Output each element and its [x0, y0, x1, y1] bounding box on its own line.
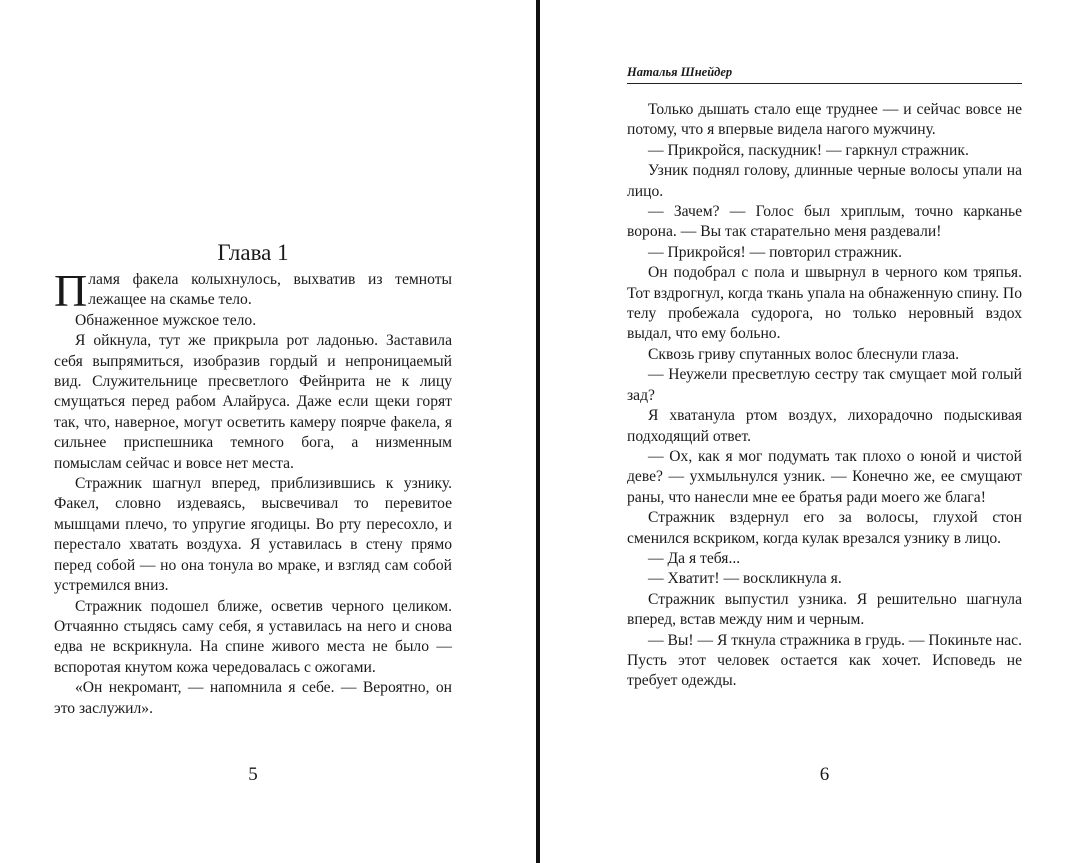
paragraph: — Хватит! — воскликнула я. — [648, 570, 842, 588]
paragraph: Стражник подошел ближе, осветив черного целиком. Отчаянно стыдясь саму себя, я уставилась на него и снова едва не вскрикнула. На спине живого места не было — вспоротая кнутом кожа чередовалась с ожогами. — [54, 597, 452, 676]
paragraph: Стражник выпустил узника. Я решительно шагнула вперед, встав между ним и черным. — [627, 590, 1022, 629]
paragraph: — Прикройся! — повторил стражник. — [648, 243, 903, 261]
dropcap: П — [54, 265, 88, 316]
paragraph: Я ойкнула, тут же прикрыла рот ладонью. Заставила себя выпрямиться, изобразив гордый и непроницаемый вид. Служительнице пресветлого Фейнрита не к лицу смущаться перед рабом Алайруса. Даже если щеки горят так, что, наверное, могут осветить камеру поярче факела, я сильнее приспешника темного бога, а низменным помыслам сейчас и вовсе нет места. — [54, 332, 452, 472]
paragraph: — Ох, как я мог подумать так плохо о юной и чистой деве? — ухмыльнулся узник. — Конечно же, ее смущают раны, что нанесли мне ее братья ради моего же блага! — [627, 447, 1022, 506]
paragraph: Сквозь гриву спутанных волос блеснули глаза. — [648, 345, 960, 363]
paragraph: — Вы! — Я ткнула стражника в грудь. — Покиньте нас. Пусть этот человек остается как хочет. Исповедь не требует одежды. — [627, 631, 1022, 690]
paragraph: — Прикройся, паскудник! — гаркнул стражник. — [648, 141, 969, 159]
paragraph: — Да я тебя... — [648, 549, 741, 567]
paragraph: «Он некромант, — напомнила я себе. — Вероятно, он это заслужил». — [54, 679, 452, 717]
paragraph: Я хватанула ртом воздух, лихорадочно подыскивая подходящий ответ. — [627, 407, 1022, 445]
paragraph — [54, 265, 452, 316]
paragraph: Узник поднял голову, длинные черные волосы упали на лицо. — [627, 162, 1022, 200]
page-number-right: 6 — [819, 764, 830, 785]
paragraph-text: ламя факела колыхнулось, выхватив из темноты лежащее на скамье тело. — [88, 271, 452, 309]
right-page-text — [627, 100, 1022, 692]
paragraph: Стражник шагнул вперед, приблизившись к узнику. Факел, словно издеваясь, высвечивал то перевитое мышцами плечо, то упругие ягодицы. Во рту пересохло, и перестало хватать воздуха. Я уставилась в стену прямо перед собой — но она тонула во мраке, и взгляд сам собой устремился вниз. — [54, 475, 452, 595]
paragraph: — Неужели пресветлую сестру так смущает мой голый зад? — [627, 366, 1022, 404]
paragraph: Стражник вздернул его за волосы, глухой стон сменился вскриком, когда кулак врезался узнику в лицо. — [627, 509, 1022, 547]
paragraph: — Зачем? — Голос был хриплым, точно карканье ворона. — Вы так старательно меня раздевали! — [627, 203, 1022, 241]
paragraph: Он подобрал с пола и швырнул в черного ком тряпья. Тот вздрогнул, когда ткань упала на обнаженную спину. По телу пробежала судорога, но только неровный вздох выдал, что ему больно. — [627, 264, 1022, 343]
running-head: Наталья Шнейдер — [627, 65, 1022, 84]
page-number-left: 5 — [248, 764, 258, 785]
paragraph: Обнаженное мужское тело. — [75, 311, 257, 329]
chapter-title: Глава 1 — [217, 240, 289, 265]
right-page — [540, 0, 1078, 863]
paragraph: Только дышать стало еще труднее — и сейчас вовсе не потому, что я впервые видела нагого мужчину. — [627, 101, 1022, 139]
left-page — [0, 0, 536, 863]
left-page-text — [54, 265, 452, 719]
